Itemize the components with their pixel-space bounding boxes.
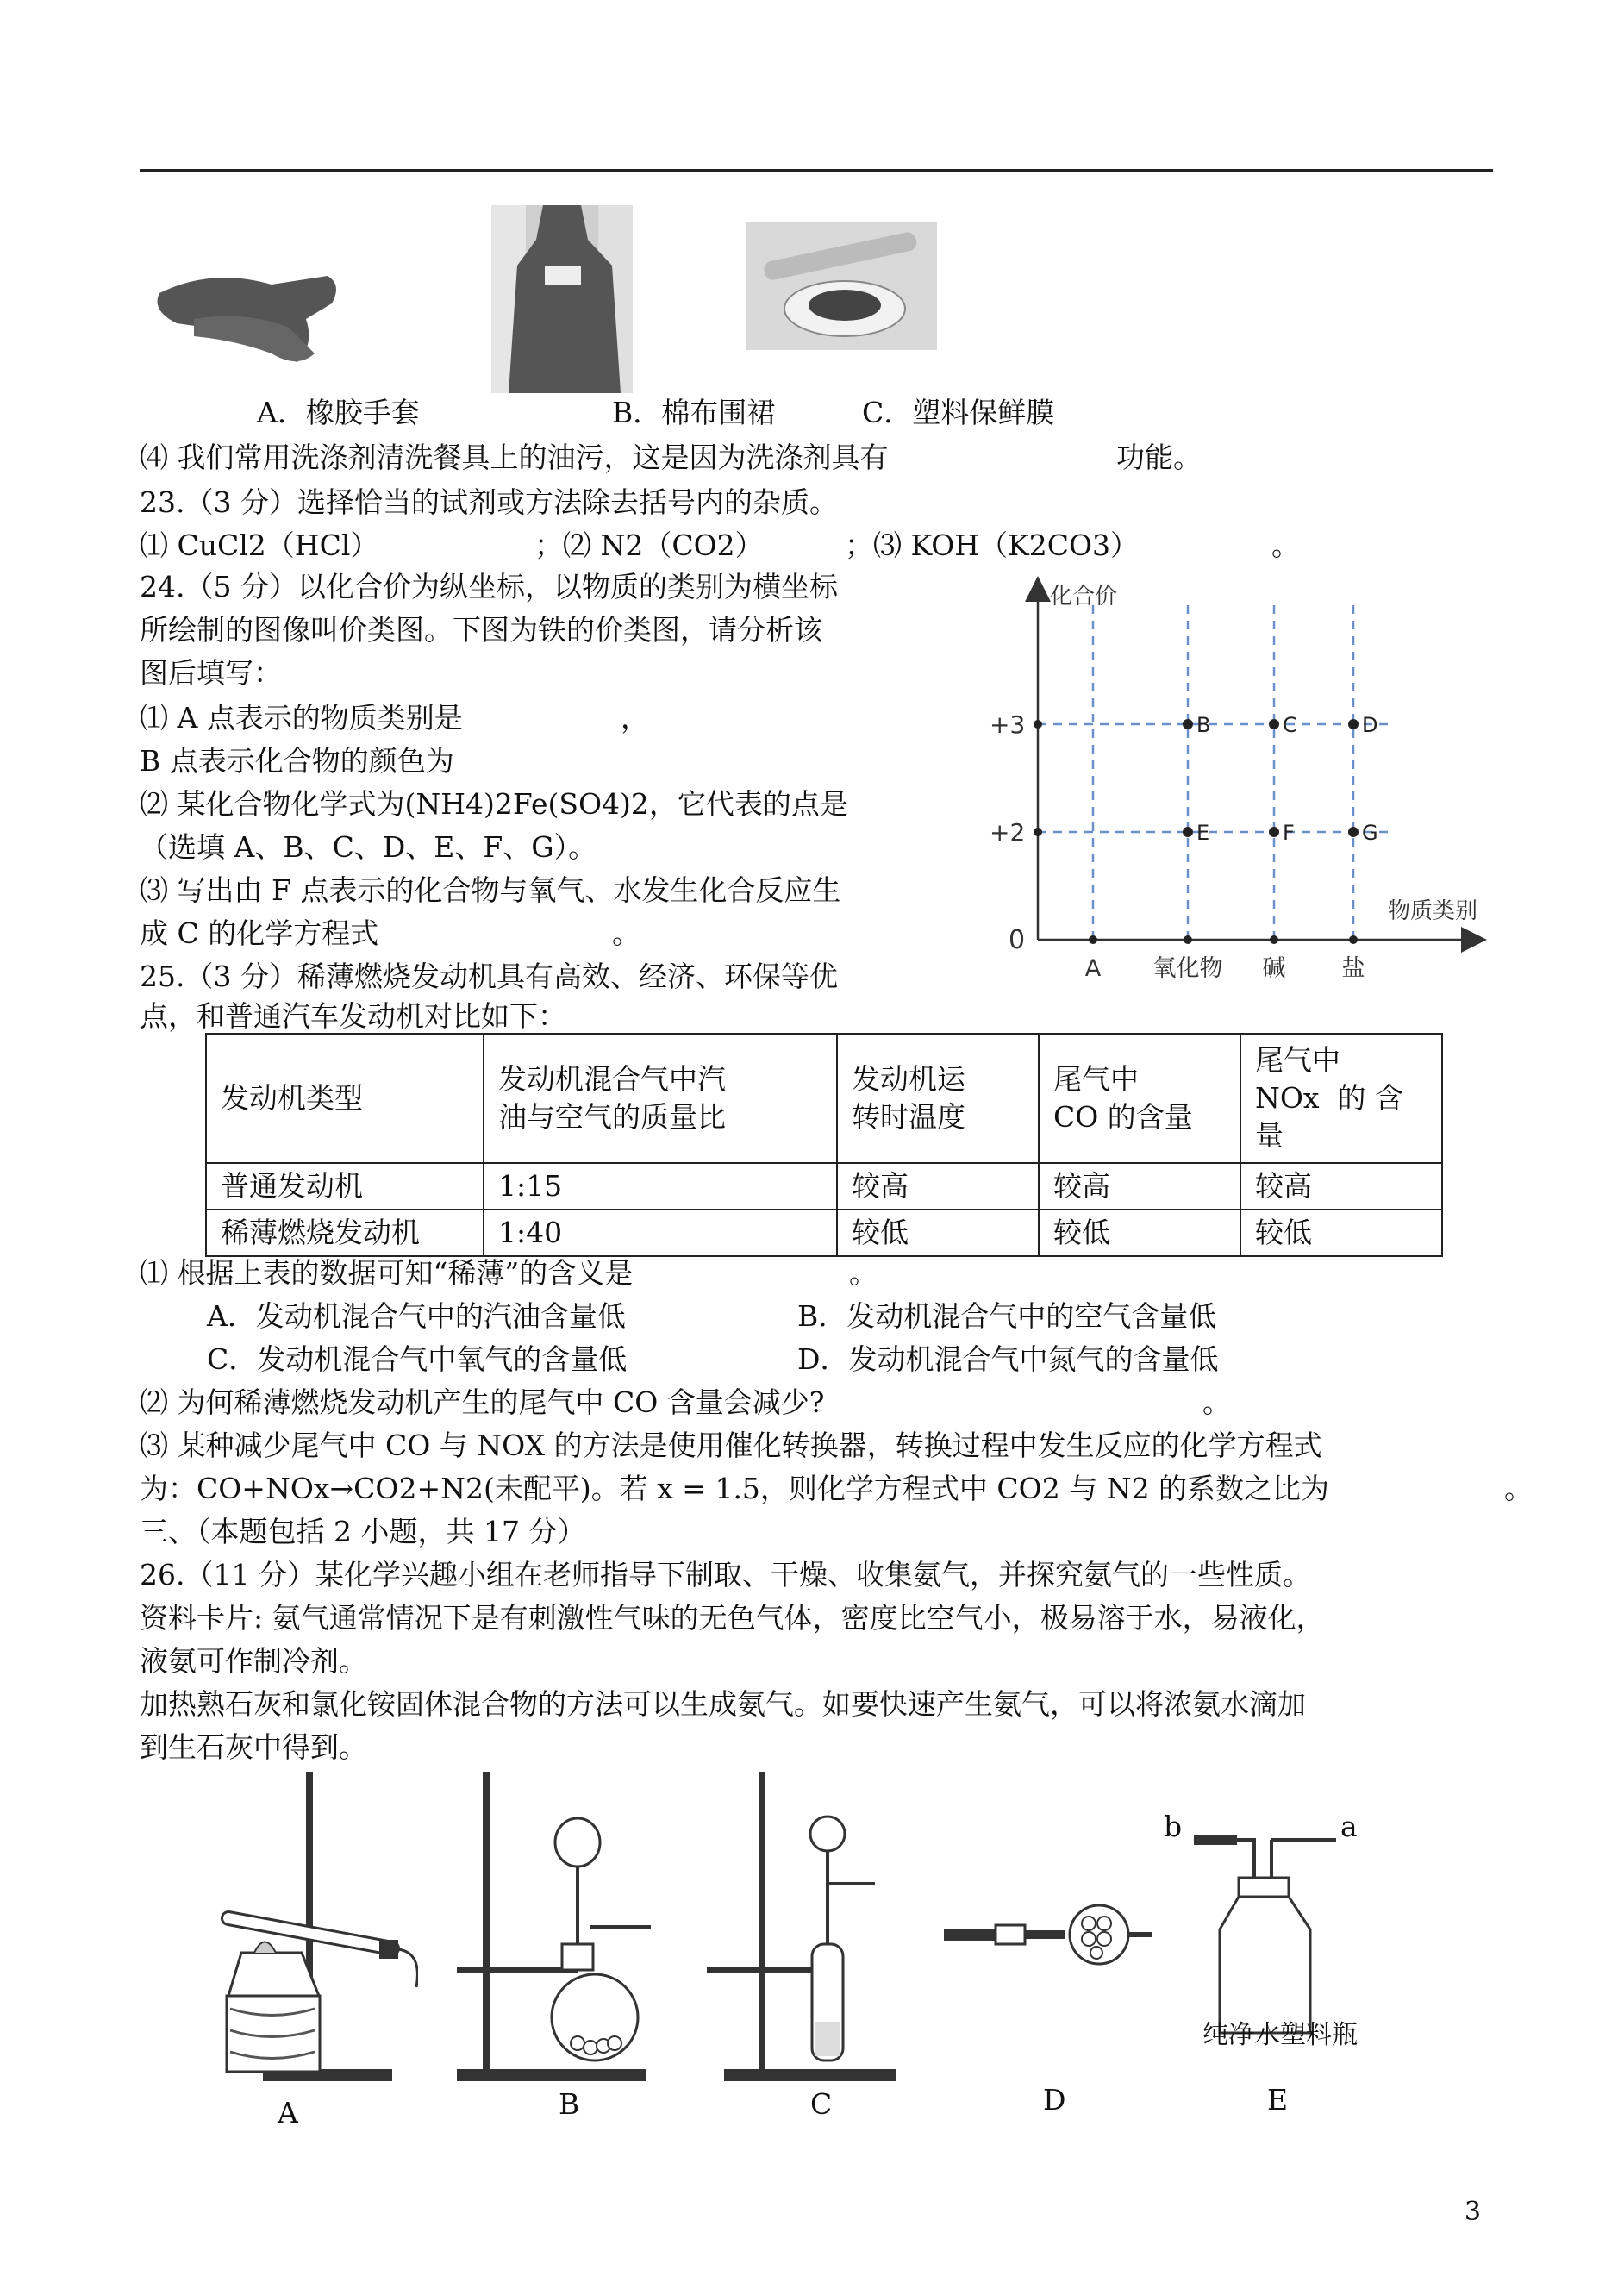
data-point-label: B	[1196, 713, 1211, 737]
data-point-label: G	[1362, 821, 1378, 845]
chart-grid	[1038, 599, 1388, 940]
table-cell: 较低	[837, 1210, 1039, 1256]
plastic-wrap-image	[746, 222, 937, 350]
table-cell: 普通发动机	[206, 1163, 484, 1210]
q25-part3-line1: ⑶ 某种减少尾气中 CO 与 NOX 的方法是使用催化转换器，转换过程中发生反应的化学方程式	[140, 1429, 1322, 1462]
y-tick-label: +2	[990, 818, 1026, 847]
origin-label: 0	[1009, 925, 1026, 955]
q24-line3: 图后填写：	[140, 656, 282, 690]
data-point-label: E	[1196, 821, 1210, 845]
q26-line1: 26.（11 分）某化学兴趣小组在老师指导下制取、干燥、收集氨气，并探究氨气的一些性质。	[140, 1558, 1311, 1591]
x-tick-label: 盐	[1341, 955, 1365, 982]
table-row	[206, 1210, 1442, 1256]
table-cell: 较高	[837, 1163, 1039, 1210]
rubber-gloves-image	[142, 259, 349, 371]
table-cell: 较低	[1240, 1210, 1442, 1256]
header-rule	[140, 169, 1493, 172]
q25-part2-tail: 。	[1202, 1385, 1231, 1419]
x-tick-dot	[1270, 935, 1278, 944]
q22-part4: ⑷ 我们常用洗涤剂清洗餐具上的油污，这是因为洗涤剂具有	[140, 441, 889, 474]
y-tick-dot	[1034, 828, 1042, 836]
q25-part1-tail: 。	[849, 1256, 878, 1290]
q25-option-b: B．发动机混合气中的空气含量低	[797, 1299, 1217, 1333]
data-point	[1269, 827, 1279, 837]
data-point-label: D	[1362, 713, 1378, 737]
q24-line9-tail: 。	[612, 916, 640, 950]
q26-line5: 到生石灰中得到。	[140, 1730, 367, 1764]
table-cell: 1:40	[484, 1210, 837, 1256]
q25-part2: ⑵ 为何稀薄燃烧发动机产生的尾气中 CO 含量会减少?	[140, 1385, 825, 1419]
data-point	[1348, 827, 1359, 837]
q24-line8: ⑶ 写出由 F 点表示的化合物与氧气、水发生化合反应生	[140, 873, 841, 907]
section-3-heading: 三、（本题包括 2 小题，共 17 分）	[140, 1515, 586, 1548]
data-point	[1348, 719, 1359, 729]
q23-item1: ⑴ CuCl2（HCl）	[140, 528, 379, 562]
q24-line5: B 点表示化合物的颜色为	[140, 744, 454, 778]
q24-line4-tail: ，	[621, 701, 649, 735]
y-tick-label: +3	[990, 710, 1026, 739]
q26-line3: 液氨可作制冷剂。	[140, 1644, 367, 1678]
q22-option-a: A．橡胶手套	[257, 396, 420, 429]
apparatus-label-b: B	[559, 2087, 580, 2121]
q25-part1: ⑴ 根据上表的数据可知“稀薄”的含义是	[140, 1256, 634, 1290]
q24-line4: ⑴ A 点表示的物质类别是	[140, 701, 463, 735]
table-cell: 稀薄燃烧发动机	[206, 1210, 484, 1256]
apparatus-label-d: D	[1043, 2083, 1066, 2117]
apparatus-e-plastic-bottle	[1168, 1809, 1366, 2042]
x-tick-label: 氧化物	[1152, 955, 1223, 982]
q22-option-c: C．塑料保鲜膜	[862, 396, 1055, 429]
apparatus-label-c: C	[810, 2087, 833, 2121]
data-point	[1183, 719, 1193, 729]
apparatus-c-test-tube-funnel	[707, 1772, 914, 2099]
table-header-cell: 发动机类型	[206, 1034, 484, 1163]
table-header-cell: 发动机运 转时温度	[837, 1034, 1039, 1163]
table-cell: 较高	[1240, 1163, 1442, 1210]
q24-line2: 所绘制的图像叫价类图。下图为铁的价类图，请分析该	[140, 613, 822, 647]
q22-part4-tail: 功能。	[1116, 441, 1202, 474]
data-point	[1183, 827, 1193, 837]
q23-title: 23.（3 分）选择恰当的试剂或方法除去括号内的杂质。	[140, 485, 838, 519]
engine-comparison-table	[205, 1033, 1443, 1257]
port-a-label: a	[1340, 1810, 1358, 1843]
x-tick-dot	[1349, 935, 1358, 944]
data-point-label: C	[1283, 713, 1297, 737]
table-header-row	[206, 1034, 1442, 1163]
port-b-label: b	[1164, 1810, 1183, 1843]
table-header-cell: 尾气中 NOx 的 含 量	[1240, 1034, 1442, 1163]
bottle-caption: 纯净水塑料瓶	[1202, 2020, 1358, 2050]
y-axis-label: 化合价	[1050, 584, 1118, 610]
q23-item3: ；⑶ KOH（K2CO3）	[845, 528, 1140, 562]
q23-item2: ；⑵ N2（CO2）	[534, 528, 764, 562]
q25-option-c: C．发动机混合气中氧气的含量低	[207, 1342, 628, 1376]
apparatus-label-a: A	[278, 2096, 298, 2129]
q25-line2: 点，和普通汽车发动机对比如下：	[140, 999, 566, 1033]
y-tick-dot	[1034, 720, 1042, 729]
q25-option-d: D．发动机混合气中氮气的含量低	[797, 1342, 1219, 1376]
iron-valence-chart	[983, 573, 1500, 996]
apparatus-d-drying-tube	[935, 1901, 1159, 1979]
table-cell: 较低	[1039, 1210, 1240, 1256]
q22-option-b: B．棉布围裙	[612, 396, 776, 429]
q25-option-a: A．发动机混合气中的汽油含量低	[207, 1299, 626, 1333]
page-number: 3	[1464, 2197, 1481, 2227]
table-cell: 1:15	[484, 1163, 837, 1210]
q26-line2: 资料卡片: 氨气通常情况下是有刺激性气味的无色气体，密度比空气小，极易溶于水，易液化，	[140, 1601, 1325, 1635]
x-tick-label: 碱	[1262, 955, 1286, 982]
q24-line7: （选填 A、B、C、D、E、F、G）。	[140, 830, 597, 864]
cotton-apron-image	[491, 205, 633, 393]
table-cell: 较高	[1039, 1163, 1240, 1210]
q24-line6: ⑵ 某化合物化学式为(NH4)2Fe(SO4)2，它代表的点是	[140, 787, 848, 821]
q24-line1: 24.（5 分）以化合价为纵坐标，以物质的类别为横坐标	[140, 570, 838, 603]
data-point	[1269, 719, 1279, 729]
apparatus-a-heating-tube	[194, 1772, 418, 2099]
x-axis-label: 物质类别	[1388, 898, 1478, 924]
q25-part3-line2: 为：CO+NOx→CO2+N2(未配平)。若 x = 1.5，则化学方程式中 CO2 与 N2 的系数之比为	[140, 1472, 1330, 1505]
table-header-cell: 尾气中 CO 的含量	[1039, 1034, 1240, 1163]
q25-part3-tail: 。	[1504, 1472, 1533, 1505]
table-header-cell: 发动机混合气中汽 油与空气的质量比	[484, 1034, 837, 1163]
q24-line9: 成 C 的化学方程式	[140, 916, 379, 950]
x-tick-label: A	[1084, 955, 1102, 982]
apparatus-b-flask-funnel	[448, 1772, 672, 2099]
x-tick-dot	[1089, 935, 1097, 944]
data-point-label: F	[1283, 821, 1295, 845]
q23-end: 。	[1271, 528, 1300, 562]
apparatus-label-e: E	[1267, 2083, 1289, 2117]
x-tick-dot	[1184, 935, 1192, 944]
q25-line1: 25.（3 分）稀薄燃烧发动机具有高效、经济、环保等优	[140, 960, 838, 993]
q26-line4: 加热熟石灰和氯化铵固体混合物的方法可以生成氨气。如要快速产生氨气，可以将浓氨水滴加	[140, 1687, 1306, 1721]
table-row	[206, 1163, 1442, 1210]
